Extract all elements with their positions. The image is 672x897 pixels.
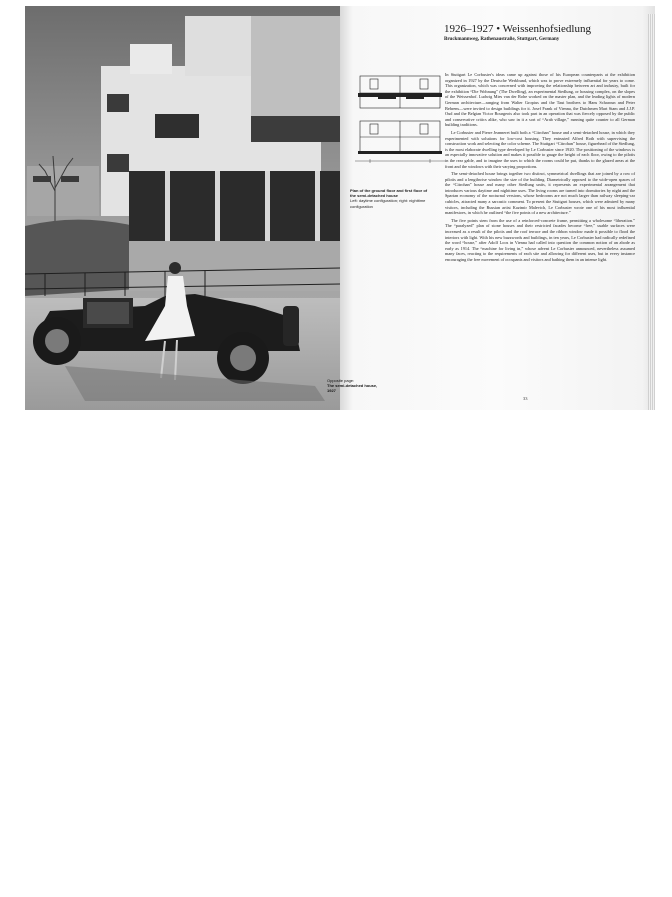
book-spread — [25, 6, 655, 410]
pilotis-void — [129, 171, 340, 246]
page-edges — [648, 14, 655, 410]
photo-caption-title: The semi-detached house, 1927 — [327, 383, 378, 393]
chapter-title: 1926–1927 • Weissenhofsiedlung — [444, 23, 591, 35]
paragraph: Le Corbusier and Pierre Jeanneret built both a “Citrohan” house and a semi-detached house, in which they experimented with solutions for low-cost housing. They entrusted Alfred Roth with supervising the construction work and selecting the color scheme. The Stuttgart “Citrohan” house, figurehead of the Siedlung, is the most elaborate dwelling type developed by Le Corbusier since 1920. The positioning of the windows is an especially innovative solution and makes it possible to gauge the height of each floor, owing to the pilotis in the rear gable, and to imagine the uses to which the rooms could be put, thanks to the glazed areas at the front and the windows with their varying proportions. — [445, 129, 635, 169]
left-page-photo — [25, 6, 340, 410]
roof-structure — [130, 44, 172, 74]
body-text — [445, 72, 635, 265]
floor-plan-drawings — [350, 71, 450, 171]
window — [107, 94, 129, 112]
paragraph: The five points stem from the use of a reinforced-concrete frame, permitting a wholesome “liberation.” The “paralyzed” plan of stone houses and their restricted facades become “free,” usable surfaces were increased as a result of the pilotis and the roof terrace and the ribbon window made it possible to flood the interiors with light. With his new buzzwords and buildings, in ten years, Le Corbusier had radically redefined the word “house,” after Adolf Loos in Vienna had called into question the common notion of an abode as early as 1914. The “machine for living in,” whose advent Le Corbusier announced, nevertheless assumed many faces, reacting to the requirements of each site and allowing for different uses, but in every instance encouraging the free movement of occupants and visitors and bathing them in an intense light. — [445, 217, 635, 262]
page-number: 33 — [523, 396, 528, 401]
photo-caption — [327, 378, 387, 393]
photo-caption-label: Opposite page: — [327, 378, 355, 383]
plan-caption-subtitle: Left: daytime configuration; right: nighttime configuration — [350, 198, 426, 209]
ribbon-window — [251, 116, 340, 142]
paragraph: The semi-detached house brings together two distinct, symmetrical dwellings that are joined by a row of pilotis and a lengthwise window the size of the building. Diametrically opposed to the wide-open spaces of the “Citrohan” house and many other Siedlung units, it represents an experimental arrangement that introduces various daytime and nighttime uses. The living rooms are turned into dormitories by night and the Spartan economy of the nocturnal versions, whose bedrooms are not much larger than railway sleeping-car cubicles, attracted many a sarcastic comment. To present the Stuttgart houses, which were admired by many visitors, including the Russian artist Kazimir Malevich, Le Corbusier wrote one of his most influential manifestoes, in which he outlined “the five points of a new architecture.” — [445, 171, 635, 216]
right-page — [340, 6, 655, 410]
paragraph: In Stuttgart Le Corbusier's ideas came up against those of his European counterparts at the exhibition organized in 1927 by the Deutsche Werkbund, which was to prove extremely influential for years to come. This organization, which was concerned with improving the relationship between art and industry, built for the exhibition “Die Wohnung” (The Dwelling), an experimental Siedlung, or housing complex, on the slopes of the Weissenhof. Ludwig Mies van der Rohe worked on the master plan, and the leading lights of modern German architecture—ranging from Walter Gropius and the Taut brothers to Hans Scharoun and Peter Behrens—were invited to design buildings for it. Josef Frank of Vienna, the Dutchmen Mart Stam and J.J.P. Oud and the Belgian Victor Bourgeois also took part in an operation that was fiercely opposed by the public and conservative critics alike, who saw in it a sort of “Arab village,” running quite counter to all German building traditions. — [445, 72, 635, 128]
chapter-location: Bruckmannweg, Rathenaustraße, Stuttgart, Germany — [444, 37, 560, 42]
plan-caption — [350, 188, 434, 209]
house-photograph — [25, 6, 340, 410]
plan-caption-title: Plan of the ground floor and first floor of the semi-detached house — [350, 188, 428, 199]
base-wall — [129, 241, 340, 291]
window — [155, 114, 199, 138]
